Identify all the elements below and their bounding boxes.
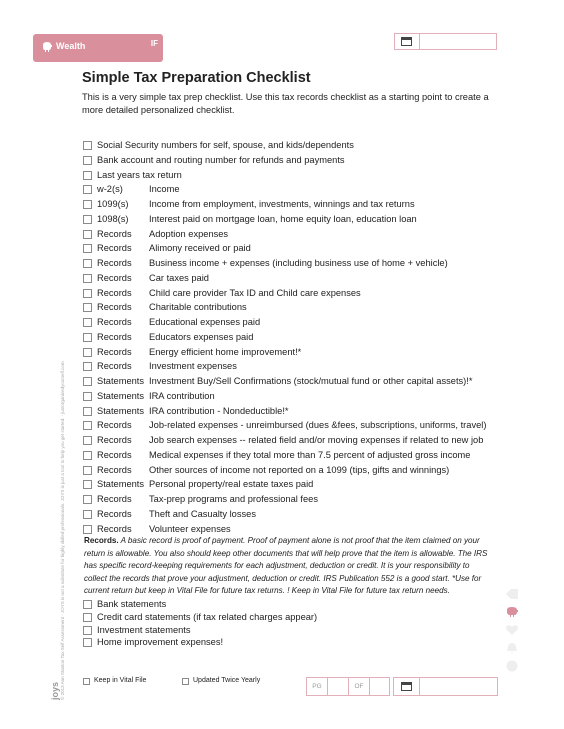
item-description: Educational expenses paid <box>149 317 261 327</box>
item-category: Records <box>97 449 132 460</box>
checklist-extra <box>83 598 383 649</box>
item-description: Income from employment, investments, winnings and tax returns <box>149 199 415 209</box>
checklist-item[interactable] <box>83 624 383 637</box>
checkbox[interactable] <box>182 678 189 685</box>
page-number-field[interactable] <box>306 677 390 696</box>
checklist-item[interactable] <box>83 477 503 492</box>
note-body: A basic record is proof of payment. Proof of payment alone is not proof that the item claimed on your return is allowable. You also should keep other documents that will help prove that the item is allowable. The IRS has specific record-keeping requirements for each adjustment, deduction or credit. It is your responsibility to collect the records that prove your adjustment, deduction or credit. IRS Publication 552 is a good start. *Use for current return but keep in Vital File for future tax returns. ! Keep in Vital File for future tax return needs. <box>84 536 488 596</box>
item-description: Volunteer expenses <box>149 523 231 534</box>
calendar-icon <box>401 37 412 46</box>
checklist-item[interactable] <box>83 212 503 227</box>
checklist-item[interactable] <box>83 433 503 448</box>
wealth-tab <box>33 34 163 62</box>
checkbox[interactable] <box>83 480 92 489</box>
checklist-item[interactable] <box>83 345 503 360</box>
item-description: Job search expenses -- related field and/or moving expenses if related to new job <box>149 435 484 445</box>
item-description: Adoption expenses <box>149 228 229 239</box>
item-description: Alimony received or paid <box>149 243 251 254</box>
item-description: Tax-prep programs and professional fees <box>149 494 318 504</box>
checkbox[interactable] <box>83 303 92 312</box>
piggy-bank-icon <box>41 41 53 53</box>
item-category: 1098(s) <box>97 213 129 224</box>
checklist-item[interactable] <box>83 182 503 197</box>
checklist-item[interactable] <box>83 389 503 404</box>
item-description: Personal property/real estate taxes paid <box>149 479 314 490</box>
item-description: Child care provider Tax ID and Child care expenses <box>149 287 361 298</box>
checkbox[interactable] <box>83 348 92 357</box>
note-lead: Records. <box>84 536 119 545</box>
records-note <box>84 535 494 598</box>
item-description: Medical expenses if they total more than 7.5 percent of adjusted gross income <box>149 449 471 460</box>
checkbox[interactable] <box>83 200 92 209</box>
calendar-icon <box>401 682 412 691</box>
checkbox[interactable] <box>83 377 92 386</box>
tab-code: IF <box>150 39 158 48</box>
item-category: Statements <box>97 390 145 401</box>
checklist-item[interactable] <box>83 286 503 301</box>
checkbox[interactable] <box>83 215 92 224</box>
item-category: Records <box>97 317 132 327</box>
item-category: Records <box>97 346 132 357</box>
tab-label: Wealth <box>56 41 86 51</box>
item-label: Credit card statements (if tax related charges appear) <box>97 611 318 622</box>
checklist-item[interactable] <box>83 598 383 611</box>
checkbox[interactable] <box>83 525 92 534</box>
item-description: Charitable contributions <box>149 302 247 313</box>
pg-label: PG <box>307 678 328 695</box>
item-description: IRA contribution <box>149 390 215 401</box>
item-description: IRA contribution - Nondeductible!* <box>149 405 289 416</box>
checkbox[interactable] <box>83 318 92 327</box>
item-category: Statements <box>97 376 145 386</box>
item-description: Income <box>149 184 180 195</box>
item-category: Records <box>97 272 132 283</box>
checkbox[interactable] <box>83 259 92 268</box>
checklist-item[interactable] <box>83 492 503 507</box>
checklist-item[interactable] <box>83 374 503 389</box>
checklist-item[interactable] <box>83 256 503 271</box>
item-category: Records <box>97 361 132 372</box>
checkbox[interactable] <box>83 626 92 635</box>
item-category: Records <box>97 331 132 342</box>
checklist-item[interactable] <box>83 168 503 183</box>
checklist-item[interactable] <box>83 611 383 624</box>
side-icon-strip <box>505 588 521 678</box>
item-category: Records <box>97 435 132 445</box>
checkbox[interactable] <box>83 466 92 475</box>
smile-icon <box>505 660 519 672</box>
checklist-item[interactable] <box>83 636 383 649</box>
item-category: 1099(s) <box>97 199 129 209</box>
checkbox[interactable] <box>83 678 90 685</box>
checkbox[interactable] <box>83 407 92 416</box>
checklist-item[interactable] <box>83 330 503 345</box>
checkbox[interactable] <box>83 613 92 622</box>
checklist-item[interactable] <box>83 241 503 256</box>
copyright-side-text: © 2013 Ann Stanton Tax Self Assessment · JOYS is not a substitute for highly skilled professionals. JOYS is just a tool to help you get started. · justorganizedyourself.com <box>60 361 65 700</box>
piggy-bank-icon <box>505 606 519 618</box>
item-category: Last years tax return <box>97 169 182 180</box>
date-field-bottom[interactable] <box>393 677 498 696</box>
checkbox[interactable] <box>83 495 92 504</box>
item-description: Business income + expenses (including business use of home + vehicle) <box>149 258 448 268</box>
item-description: Investment Buy/Sell Confirmations (stock/mutual fund or other capital assets)!* <box>149 376 473 386</box>
pg-value[interactable] <box>328 678 349 695</box>
checkbox[interactable] <box>83 185 92 194</box>
item-description: Energy efficient home improvement!* <box>149 346 302 357</box>
checkbox[interactable] <box>83 244 92 253</box>
item-category: Records <box>97 494 132 504</box>
brand-logo: joys <box>50 681 60 700</box>
item-description: Job-related expenses - unreimbursed (dues &fees, subscriptions, uniforms, travel) <box>149 420 487 431</box>
item-category: Records <box>97 243 132 254</box>
checkbox[interactable] <box>83 436 92 445</box>
checkbox[interactable] <box>83 230 92 239</box>
checklist <box>83 138 503 536</box>
bell-icon <box>505 642 519 654</box>
item-label: Investment statements <box>97 624 191 635</box>
item-description: Car taxes paid <box>149 272 209 283</box>
checkbox[interactable] <box>83 600 92 609</box>
checklist-item[interactable] <box>83 138 503 153</box>
of-label: OF <box>349 678 370 695</box>
checklist-item[interactable] <box>83 448 503 463</box>
checkbox[interactable] <box>83 171 92 180</box>
item-category: Records <box>97 302 132 313</box>
item-category: w-2(s) <box>97 184 123 195</box>
checkbox[interactable] <box>83 421 92 430</box>
updated-label: Updated Twice Yearly <box>193 677 261 684</box>
checklist-item[interactable] <box>83 404 503 419</box>
checklist-item[interactable] <box>83 315 503 330</box>
item-category: Records <box>97 523 132 534</box>
of-value[interactable] <box>370 678 389 695</box>
checklist-item[interactable] <box>83 197 503 212</box>
checklist-item[interactable] <box>83 153 503 168</box>
item-label: Bank statements <box>97 599 167 609</box>
checklist-item[interactable] <box>83 507 503 522</box>
item-category: Records <box>97 464 132 475</box>
item-category: Social Security numbers for self, spouse, and kids/dependents <box>97 140 354 150</box>
checklist-item[interactable] <box>83 418 503 433</box>
item-category: Statements <box>97 405 145 416</box>
item-category: Records <box>97 287 132 298</box>
checklist-item[interactable] <box>83 271 503 286</box>
checklist-item[interactable] <box>83 359 503 374</box>
tag-icon <box>505 588 519 600</box>
checklist-item[interactable] <box>83 463 503 478</box>
item-label: Home improvement expenses! <box>97 637 224 648</box>
item-description: Theft and Casualty losses <box>149 508 256 519</box>
checkbox[interactable] <box>83 392 92 401</box>
checklist-item[interactable] <box>83 300 503 315</box>
item-description: Investment expenses <box>149 361 237 372</box>
checkbox[interactable] <box>83 274 92 283</box>
checklist-item[interactable] <box>83 227 503 242</box>
checkbox[interactable] <box>83 156 92 165</box>
heart-icon <box>505 624 519 636</box>
checkbox[interactable] <box>83 141 92 150</box>
keep-label: Keep in Vital File <box>94 677 147 684</box>
page-title: Simple Tax Preparation Checklist <box>82 70 311 86</box>
checkbox[interactable] <box>83 362 92 371</box>
date-field-top[interactable] <box>394 33 497 50</box>
checkbox[interactable] <box>83 451 92 460</box>
checkbox[interactable] <box>83 510 92 519</box>
item-category: Bank account and routing number for refunds and payments <box>97 154 345 165</box>
item-category: Records <box>97 508 132 519</box>
item-description: Interest paid on mortgage loan, home equity loan, education loan <box>149 213 417 224</box>
item-category: Records <box>97 258 132 268</box>
intro-text: This is a very simple tax prep checklist. Use this tax records checklist as a starting point to create a more detailed personalized checklist. <box>82 92 489 115</box>
item-category: Records <box>97 228 132 239</box>
item-category: Records <box>97 420 132 431</box>
checkbox[interactable] <box>83 289 92 298</box>
item-description: Other sources of income not reported on a 1099 (tips, gifts and winnings) <box>149 464 450 475</box>
checkbox[interactable] <box>83 638 92 647</box>
item-description: Educators expenses paid <box>149 331 254 342</box>
item-category: Statements <box>97 479 145 490</box>
checkbox[interactable] <box>83 333 92 342</box>
